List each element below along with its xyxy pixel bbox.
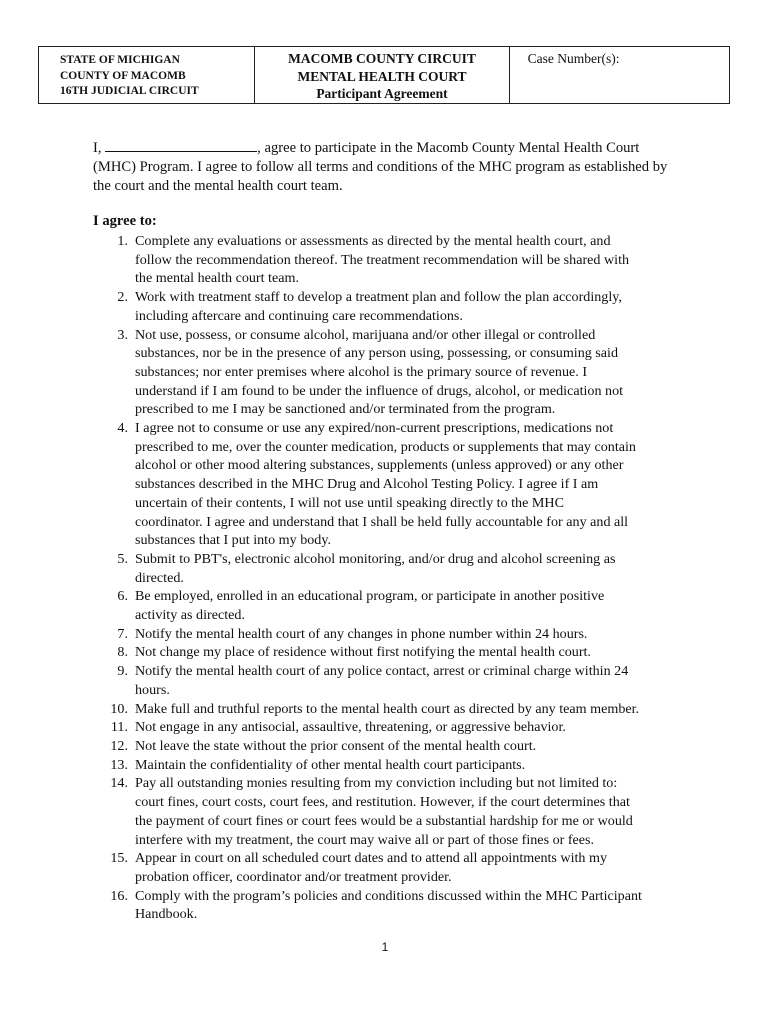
list-item-line: court fines, court costs, court fees, and restitution. However, if the court determines that [135, 794, 630, 811]
circuit-line: 16TH JUDICIAL CIRCUIT [60, 85, 199, 97]
list-item-line: activity as directed. [135, 607, 245, 624]
list-item-line: Notify the mental health court of any police contact, arrest or criminal charge within 24 [135, 663, 629, 680]
list-item [93, 756, 693, 775]
list-item-line: Notify the mental health court of any changes in phone number within 24 hours. [135, 625, 588, 642]
court-name-line: MACOMB COUNTY CIRCUIT [288, 51, 476, 66]
document-title: Participant Agreement [316, 86, 448, 101]
list-item-number: 9. [117, 663, 128, 680]
list-item-line: substances; nor enter premises where alcohol is the primary source of revenue. I [135, 363, 588, 380]
list-item [93, 700, 693, 719]
list-item-line: the mental health court team. [135, 270, 299, 287]
list-item [93, 662, 693, 699]
list-item-number: 5. [117, 550, 128, 567]
list-item-line: substances described in the MHC Drug and Alcohol Testing Policy. I agree if I am [135, 476, 599, 493]
list-item-line: alcohol or other mood altering substances, supplements (unless approved) or any other [135, 457, 624, 474]
agree-heading: I agree to: [93, 213, 157, 229]
list-item [93, 718, 693, 737]
list-item [93, 774, 693, 849]
list-item-line: the payment of court fines or court fees would be a substantial hardship for me or would [135, 812, 633, 829]
list-item-line: Not use, possess, or consume alcohol, marijuana and/or other illegal or controlled [135, 326, 596, 343]
list-item [93, 849, 693, 886]
list-item-number: 2. [117, 289, 128, 306]
list-item-number: 15. [110, 850, 128, 867]
list-item-line: interfere with my treatment, the court may waive all or part of those fines or fees. [135, 831, 595, 848]
list-item [93, 625, 693, 644]
list-item-line: coordinator. I agree and understand that I shall be held fully accountable for any and all [135, 513, 629, 530]
list-item-line: Submit to PBT's, electronic alcohol monitoring, and/or drug and alcohol screening as [135, 550, 616, 567]
list-item [93, 232, 693, 288]
list-item-line: Maintain the confidentiality of other mental health court participants. [135, 756, 526, 773]
list-item-line: Complete any evaluations or assessments as directed by the mental health court, and [135, 233, 611, 249]
state-line: STATE OF MICHIGAN [60, 54, 180, 66]
page-number: 1 [381, 940, 389, 954]
list-item-line: Not leave the state without the prior consent of the mental health court. [135, 737, 537, 754]
list-item-line: prescribed to me I may be sanctioned and/or terminated from the program. [135, 401, 556, 418]
list-item-line: understand if I am found to be under the influence of drugs, alcohol, or medication not [135, 382, 624, 399]
list-item-number: 13. [110, 756, 128, 773]
list-item [93, 419, 693, 550]
header-table [38, 46, 730, 104]
list-item [93, 288, 693, 325]
list-item-number: 6. [117, 588, 128, 605]
list-item-number: 14. [110, 775, 128, 792]
list-item [93, 737, 693, 756]
list-item-number: 12. [110, 737, 128, 754]
list-item-line: directed. [135, 569, 184, 586]
list-item-line: Handbook. [135, 906, 198, 923]
list-item-line: uncertain of their contents, I will not use until speaking directly to the MHC [135, 494, 564, 511]
list-item-line: substances that I put into my body. [135, 532, 331, 549]
list-item [93, 326, 693, 420]
list-item-line: Appear in court on all scheduled court dates and to attend all appointments with my [135, 850, 608, 867]
list-item-line: follow the recommendation thereof. The treatment recommendation will be shared with [135, 251, 630, 268]
court-jurisdiction-cell [39, 47, 255, 104]
list-item-number: 4. [117, 420, 128, 437]
court-division-line: MENTAL HEALTH COURT [297, 68, 467, 84]
list-item-line: prescribed to me, over the counter medication, products or supplements that may contain [135, 438, 636, 455]
list-item-number: 3. [117, 326, 128, 343]
list-item-number: 16. [110, 887, 128, 904]
list-item-line: substances, nor be in the presence of any person using, possessing, or consuming said [135, 345, 619, 362]
agreement-list [93, 232, 693, 924]
intro-text: , agree to participate in the Macomb County Mental Health Court (MHC) Program. I agree to follow all terms and conditions of the MHC program as established by the court and the mental health court team. [93, 140, 668, 194]
list-item-number: 8. [117, 644, 128, 661]
intro-prefix: I, [93, 140, 106, 156]
county-line: COUNTY OF MACOMB [60, 69, 186, 82]
list-item [93, 550, 693, 587]
list-item-line: probation officer, coordinator and/or treatment provider. [135, 868, 452, 885]
list-item-number: 10. [110, 700, 128, 717]
intro-paragraph [93, 139, 683, 196]
list-item-line: Be employed, enrolled in an educational program, or participate in another positive [135, 588, 605, 605]
list-item [93, 887, 693, 924]
list-item-number: 11. [110, 719, 128, 736]
case-number-cell [509, 47, 729, 104]
list-item [93, 587, 693, 624]
document-title-cell [255, 47, 509, 104]
list-item-line: Not change my place of residence without first notifying the mental health court. [135, 644, 591, 661]
list-item-line: I agree not to consume or use any expired/non-current prescriptions, medications not [135, 420, 614, 437]
list-item-line: Pay all outstanding monies resulting from my conviction including but not limited to: [135, 775, 618, 792]
list-item [93, 643, 693, 662]
list-item-line: including aftercare and continuing care recommendations. [135, 307, 463, 324]
list-item-line: Work with treatment staff to develop a treatment plan and follow the plan accordingly, [135, 289, 622, 306]
list-item-line: Comply with the program’s policies and conditions discussed within the MHC Participant [135, 887, 642, 904]
list-item-number: 1. [117, 233, 128, 249]
case-number-label: Case Number(s): [527, 51, 620, 66]
list-item-line: hours. [135, 681, 170, 698]
list-item-number: 7. [117, 625, 128, 642]
list-item-line: Not engage in any antisocial, assaultive, threatening, or aggressive behavior. [135, 719, 566, 736]
participant-name-blank [105, 139, 257, 152]
list-item-line: Make full and truthful reports to the mental health court as directed by any team member. [135, 700, 640, 717]
